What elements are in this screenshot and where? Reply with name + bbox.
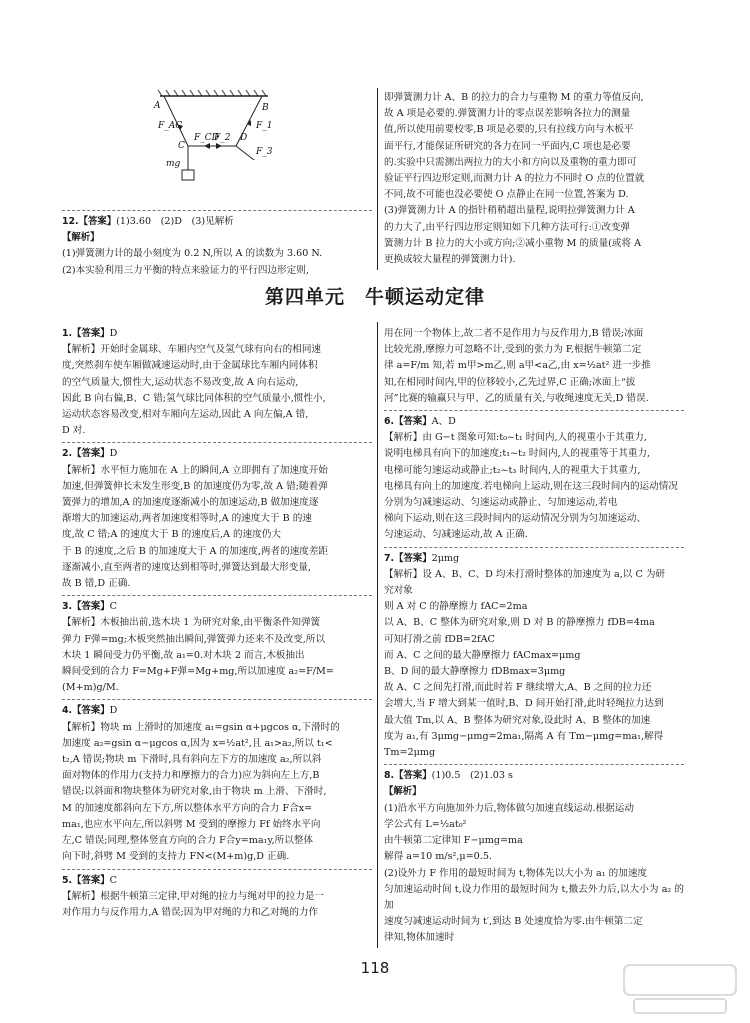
q12-answer: (1)3.60 (2)D (3)见解析 [116,216,234,227]
text-line: 【解析】水平恒力施加在 A 上的瞬间,A 立即拥有了加速度开始 [62,464,328,476]
text-line: 【解析】木板抽出前,选木块 1 为研究对象,由平衡条件知弹簧 [62,617,321,629]
text-line: 究对象 [384,585,413,597]
text-line: 于 B 的速度,之后 B 的加速度大于 A 的加速度,两者的速度差距 [62,545,329,557]
text-line: 知,在相同时间内,甲的位移较小,乙先过界,C 正确;冰面上“拔 [384,376,636,388]
answer-block [62,326,372,439]
text-line: 匀速运动、匀减速运动,故 A 正确. [384,529,528,541]
label-f3: F_3 [256,147,273,157]
text-line: 速度匀减速运动时间为 t′,到达 B 处速度恰为零.由牛顿第二定 [384,916,643,928]
text-line: 对作用力与反作用力,A 错误;因为甲对绳的力和乙对绳的力作 [62,906,319,918]
text-line: 【解析】 [384,786,422,798]
text-line: 【解析】根据牛顿第三定律,甲对绳的拉力与绳对甲的拉力是一 [62,890,325,902]
right-column [384,326,684,947]
answer-value: D [109,705,118,717]
label-fac: F_AC [158,121,183,131]
text-line: 说明电梯具有向下的加速度;t₁~t₂ 时间内,人的视重等于其重力, [384,448,651,460]
answer-tag: 6.【答案】 [384,416,432,428]
text-line: 会增大,当 F 增大到某一值时,B、D 间开始打滑,此时轻绳拉力达到 [384,698,664,710]
text-line: (3)弹簧测力计 A 的指针稍稍超出量程,说明拉弹簧测力计 A [384,205,635,217]
answer-value: C [109,874,117,886]
text-line: 河”比赛的输赢只与甲、乙的质量有关,与收绳速度无关,D 错误. [384,392,649,404]
answer-block [384,551,684,762]
divider [384,410,684,411]
text-line: (M+m)g/M. [62,682,119,694]
text-line: 不同,故不可能也没必要使 O 点静止在同一位置,答案为 D. [384,189,629,201]
answer-value: 2μmg [431,552,460,564]
page-number: 118 [360,959,390,977]
q12-jiexi: 【解析】 [62,232,100,244]
answer-value: A、D [431,416,456,428]
answer-block [62,446,372,592]
answer-block [384,414,684,544]
label-f1: F_1 [256,121,273,131]
answer-block [62,873,372,922]
q12-line: (2)本实验利用三力平衡的特点来验证力的平行四边形定则, [62,264,309,276]
text-line: 错误;以斜面和物块整体为研究对象,由于物块 m 上滑、下滑时, [62,786,327,798]
text-line: 【解析】由 G−t 图象可知:t₀~t₁ 时间内,人的视重小于其重力, [384,432,647,444]
text-line: (1)沿水平方向施加外力后,物体做匀加速直线运动.根据运动 [384,802,634,814]
text-line: 因此 B 向右偏,B、C 错;氢气球比同体积的空气质量小,惯性小, [62,392,326,404]
answer-tag: 5.【答案】 [62,874,110,886]
text-line: 故 A 项是必要的.弹簧测力计的零点误差影响各拉力的测量 [384,108,631,120]
q12-block [62,216,372,279]
text-line: 电梯可能匀速运动或静止;t₂~t₃ 时间内,人的视重大于其重力, [384,464,641,476]
text-line: 更换成较大量程的弹簧测力计). [384,254,516,266]
answer-block [62,703,372,865]
label-b: B [262,103,269,113]
text-line: 则 A 对 C 的静摩擦力 fAC=2ma [384,601,528,613]
text-line: (2)设外力 F 作用的最短时间为 t,物体先以大小为 a₁ 的加速度 [384,867,648,879]
answer-tag: 7.【答案】 [384,552,432,564]
text-line: 即弹簧测力计 A、B 的拉力的合力与重物 M 的重力等值反向, [384,92,644,103]
answer-block [384,326,684,407]
label-fcd: F_CD [194,133,219,143]
label-mg: mg [166,159,181,169]
text-line: t₂,A 错误;物块 m 下滑时,具有斜向左下方的加速度 a₂,所以斜 [62,754,322,766]
text-line: 比较光滑,摩擦力可忽略不计,受到的张力为 F,根据牛顿第二定 [384,344,642,356]
text-line: 左,C 错误;同理,整体竖直方向的合力 F合y=ma₁y,所以整体 [62,835,314,847]
label-d: D [240,133,248,143]
text-line: 梯向下运动,则在这三段时间内的运动情况分别为匀加速运动、 [384,513,647,525]
text-line: ma₁,也应水平向左,所以斜劈 M 受到的摩擦力 Ff 始终水平向 [62,818,321,830]
text-line: 瞬间受到的合力 F=Mg+F弹=Mg+mg,所以加速度 a₂=F/M= [62,666,334,678]
text-line: D 对. [62,425,86,437]
text-line: 用在同一个物体上,故二者不是作用力与反作用力,B 错误;冰面 [384,328,644,339]
prev-unit-continued [384,90,684,268]
answer-tag: 2.【答案】 [62,448,110,460]
text-line: B、D 间的最大静摩擦力 fDBmax=3μmg [384,666,566,678]
answer-value: D [109,328,118,339]
answer-value: C [109,601,117,613]
text-line: 面对物体的作用力(支持力和摩擦力的合力)应为斜向左上方,B [62,770,320,782]
text-line: 木块 1 瞬间受力仍平衡,故 a₁=0.对木块 2 而言,木板抽出 [62,649,305,661]
text-line: 故 B 错,D 正确. [62,578,131,590]
text-line: 最大值 Tm,以 A、B 整体为研究对象,设此时 A、B 整体的加速 [384,714,651,726]
divider [62,699,372,700]
text-line: 【解析】设 A、B、C、D 均未打滑时整体的加速度为 a,以 C 为研 [384,568,666,580]
q12-tag: 12.【答案】 [62,216,117,227]
text-line: 度,突然刹车使车厢做减速运动时,由于金属球比车厢内同体积 [62,360,318,372]
text-line: 【解析】开始时金属球、车厢内空气及氢气球有向右的相同速 [62,344,322,356]
answer-tag: 4.【答案】 [62,705,110,717]
q12-line: (1)弹簧测力计的最小刻度为 0.2 N,所以 A 的读数为 3.60 N. [62,248,323,260]
divider [62,210,372,211]
text-line: 加速,但弹簧伸长未发生形变,B 的加速度仍为零,故 A 错;随着弹 [62,480,328,492]
text-line: 加速度 a₂=gsin α−μgcos α,因为 x=½at²,且 a₁>a₂,所以 t₁< [62,737,333,749]
text-line: 分别为匀减速运动、匀速运动或静止、匀加速运动,若电 [384,497,618,509]
text-line: 验证平行四边形定则,而测力计 A 的拉力不同时 O 点的位置就 [384,173,645,185]
text-line: M 的加速度都斜向左下方,所以整体水平方向的合力 F合x= [62,802,313,814]
divider [62,442,372,443]
bottom-column-divider [377,322,378,948]
text-line: 的空气质量大,惯性大,运动状态不易改变,故 A 向右运动, [62,376,299,388]
answer-value: (1)0.5 (2)1.03 s [431,770,513,782]
text-line: 向下时,斜劈 M 受到的支持力 FN<(M+m)g,D 正确. [62,851,290,863]
answer-tag: 1.【答案】 [62,328,110,339]
text-line: 解得 a=10 m/s²,μ=0.5. [384,851,492,863]
text-line: 的.实验中只需测出两拉力的大小和方向以及重物的重力即可 [384,156,637,168]
text-line: 由牛顿第二定律知 F−μmg=ma [384,835,523,847]
text-line: 律知,物体加速时 [384,932,455,944]
text-line: 簧弹力的增加,A 的加速度逐渐减小的加速运动,B 做加速度逐 [62,497,319,509]
label-a: A [154,101,161,111]
answer-tag: 8.【答案】 [384,770,432,782]
text-line: 度为 a₁,有 3μmg−μmg=2ma₁,隔离 A 有 Tm−μmg=ma₁,解得 [384,730,664,742]
text-line: 运动状态容易改变,相对车厢向左运动,因此 A 向左偏,A 错, [62,409,309,421]
text-line: 电梯具有向上的加速度.若电梯向上运动,则在这三段时间内的运动情况 [384,480,678,492]
answer-value: D [109,448,118,460]
answer-tag: 3.【答案】 [62,601,110,613]
text-line: 可知打滑之前 fDB=2fAC [384,633,495,645]
text-line: 逐渐减小,直至两者的速度达到相等时,弹簧达到最大形变量, [62,561,311,573]
label-c: C [178,141,185,151]
watermark-logo [620,959,740,1019]
divider [384,764,684,765]
text-line: 学公式有 L=½at₀² [384,818,467,830]
force-diagram [150,86,280,186]
text-line: 度,故 C 错;A 的速度大于 B 的速度后,A 的速度仍大 [62,529,281,541]
text-line: 簧测力计 B 拉力的大小或方向;②减小重物 M 的质量(或将 A [384,237,642,249]
text-line: 弹力 F弹=mg;木板突然抽出瞬间,弹簧弹力还来不及改变,所以 [62,633,325,645]
text-line: 匀加速运动时间 t,设力作用的最短时间为 t,撤去外力后,以大小为 a₂ 的加 [384,883,684,911]
answer-block [384,768,684,946]
text-line: 律 a=F/m 知,若 m甲>m乙,则 a甲<a乙,由 x=½at² 进一步推 [384,360,651,372]
text-line: 而 A、C 之间的最大静摩擦力 fACmax=μmg [384,649,581,661]
text-line: 面平行,才能保证所研究的各力在同一平面内,C 项也是必要 [384,140,631,152]
label-f2: F_2 [214,133,231,143]
text-line: Tm=2μmg [384,747,436,759]
divider [384,547,684,548]
top-column-divider [377,88,378,270]
text-line: 值,所以使用前要校零,B 项是必要的,只有拉线方向与木板平 [384,124,634,136]
text-line: 故 A、C 之间先打滑,而此时若 F 继续增大,A、B 之间的拉力还 [384,682,652,694]
text-line: 渐增大的加速运动,两者加速度相等时,A 的速度大于 B 的速 [62,513,312,525]
divider [62,869,372,870]
divider [62,595,372,596]
text-line: 【解析】物块 m 上滑时的加速度 a₁=gsin α+μgcos α,下滑时的 [62,721,340,733]
text-line: 以 A、B、C 整体为研究对象,则 D 对 B 的静摩擦力 fDB=4ma [384,617,655,629]
left-column [62,326,372,921]
answer-block [62,599,372,696]
text-line: 的力大了,由平行四边形定则知如下几种方法可行:①改变弹 [384,221,631,233]
page-title: 第四单元 牛顿运动定律 [264,286,485,308]
